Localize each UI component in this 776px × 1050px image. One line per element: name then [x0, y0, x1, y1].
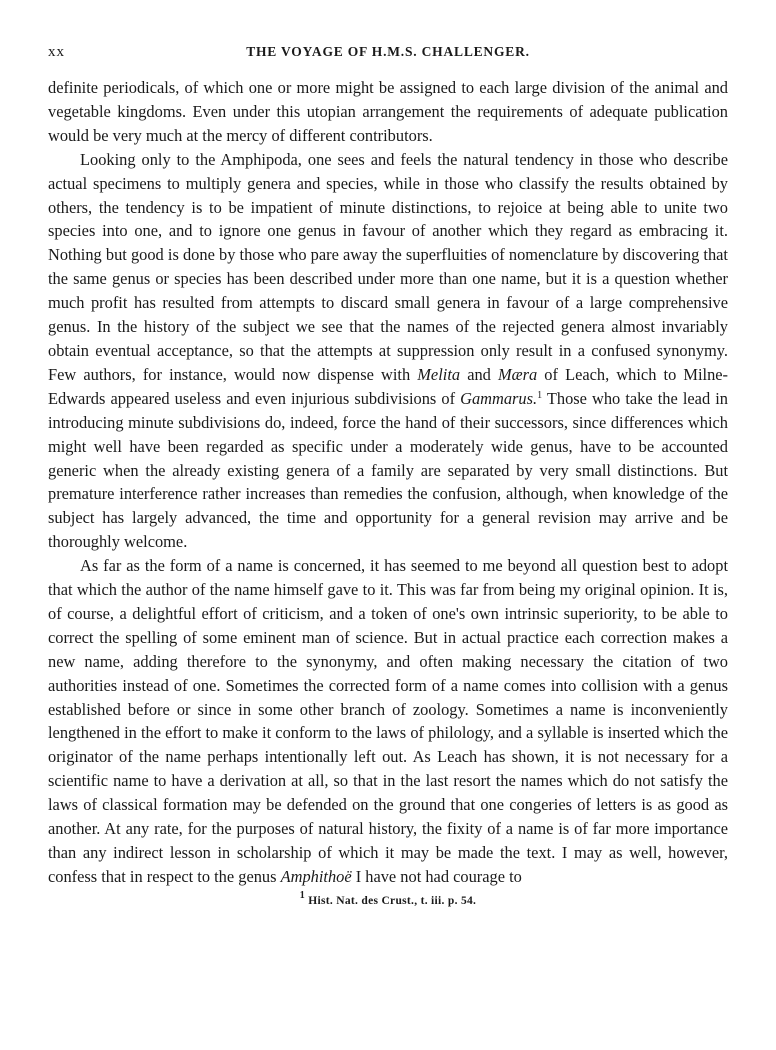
italic-term: Amphithoë: [280, 866, 352, 886]
page-number: xx: [48, 44, 65, 60]
running-title: THE VOYAGE OF H.M.S. CHALLENGER.: [246, 44, 530, 59]
body-text: [48, 76, 728, 889]
footnote-marker: 1: [299, 889, 306, 901]
text-run: As far as the form of a name is concerned, it has seemed to me beyond all question best to adopt that which the author of the name himself gave to it. This was far from being my original opinion. It is, of course, a delightful effort of criticism, and a token of one's own intrinsic superiority, to be able to correct the spelling of some eminent man of science. But in actual practice each correction makes a new name, adding therefore to the synonymy, and often making necessary the citation of two authorities instead of one. Sometimes the corrected form of a name comes into collision with a genus established before or since in some other branch of zoology. Sometimes a name is inconveniently lengthened in the effort to make it conform to the laws of philology, and a syllable is inserted which the originator of the name perhaps intentionally left out. As Leach has shown, it is not necessary for a scientific name to have a derivation at all, so that in the last resort the names which do not satisfy the laws of classical formation may be defended on the ground that one congeries of letters is as good as another. At any rate, for the purposes of natural history, the fixity of a name is of far more importance than any indirect lesson in scholarship of which it may be made the text. I may as well, however, confess that in respect to the genus: [48, 556, 728, 886]
footnote: [48, 889, 728, 907]
italic-term: Mæra: [498, 364, 538, 384]
text-run: Those who take the lead in introducing minute subdivisions do, indeed, force the hand of their successors, since differences which might well have been regarded as specific under a moderately wide genus, have to be accounted generic when the already existing genera of a family are separated by very small distinctions. But premature interference rather increases than remedies the confusion, although, when knowledge of the subject has largely advanced, the time and opportunity for a general revision may arrive and be thoroughly welcome.: [48, 388, 728, 552]
page-header: [48, 44, 728, 70]
text-run: definite periodicals, of which one or more might be assigned to each large division of the animal and vegetable kingdoms. Even under this utopian arrangement the requirements of adequate publication would be very much at the mercy of different contributors.: [48, 78, 728, 145]
text-run: I have not had courage to: [351, 866, 522, 886]
italic-term: Gammarus.: [460, 388, 538, 408]
paragraph: [48, 148, 728, 554]
text-run: and: [460, 364, 498, 384]
italic-term: Melita: [417, 364, 461, 384]
paragraph: [48, 76, 728, 148]
paragraph: [48, 554, 728, 889]
footnote-text: Hist. Nat. des Crust., t. iii. p. 54.: [308, 894, 477, 907]
text-run: Looking only to the Amphipoda, one sees and feels the natural tendency in those who describe actual specimens to multiply genera and species, while in those who classify the results obtained by others, the tendency is to be impatient of minute distinctions, to rejoice at being able to unite two species into one, and to ignore one genus in favour of another which they regard as embracing it. Nothing but good is done by those who pare away the superfluities of nomenclature by discovering that the same genus or species has been described under more than one name, but it is a question whether much profit has resulted from attempts to discard small genera in favour of a large comprehensive genus. In the history of the subject we see that the names of the rejected genera almost invariably obtain eventual acceptance, so that the attempts at suppression only result in a confused synonymy. Few authors, for instance, would now dispense with: [48, 149, 728, 384]
text-run: of Leach, which to Milne-Edwards appeared useless and even injurious subdivisions of: [48, 364, 728, 408]
footnote-reference: 1: [537, 389, 543, 401]
document-page: [48, 44, 728, 907]
